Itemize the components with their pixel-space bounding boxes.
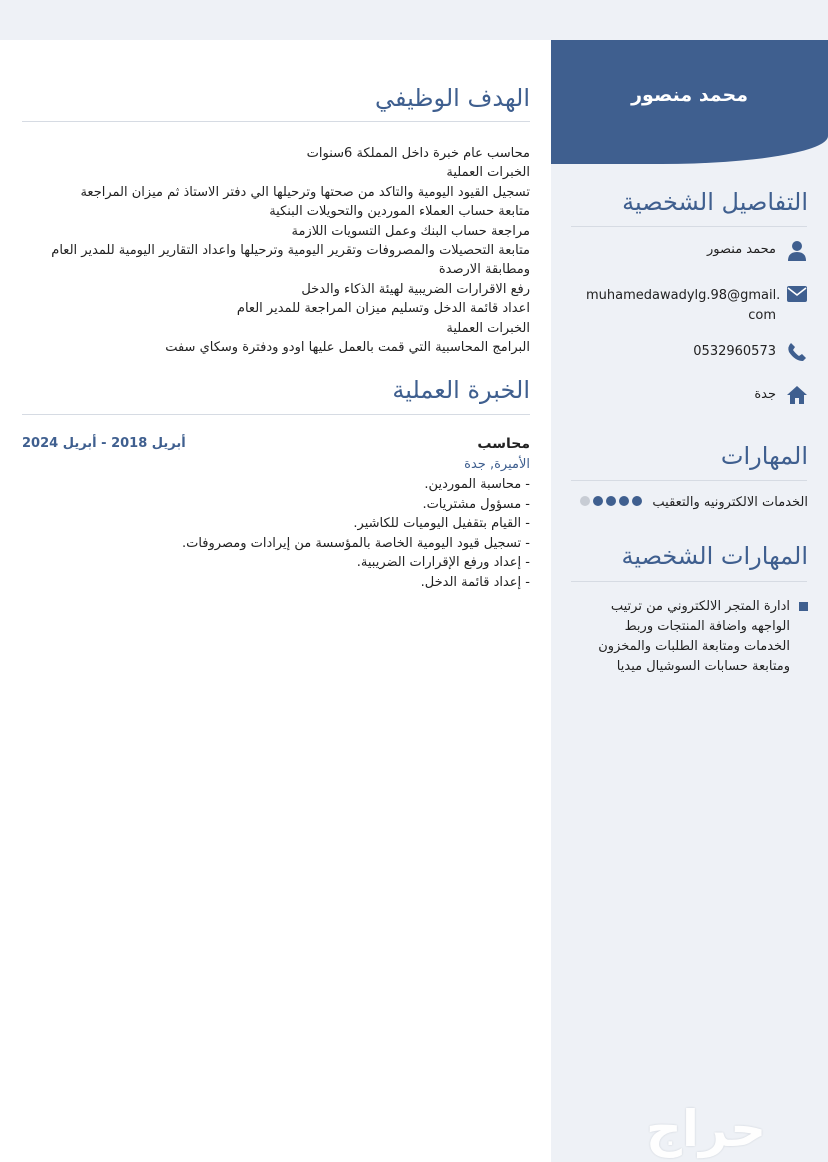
skill-level-rating bbox=[577, 495, 642, 510]
user-icon bbox=[786, 240, 808, 262]
objective-line: متابعة التحصيلات والمصروفات وتقرير اليومية وترحيلها واعداد التقارير اليومية للمدير العام bbox=[51, 243, 530, 259]
detail-email-row[interactable] bbox=[571, 284, 808, 324]
email-line-1: muhamedawadylg.98@gmail. bbox=[586, 288, 781, 303]
objective-text bbox=[22, 144, 530, 357]
personal-details-heading: التفاصيل الشخصية bbox=[622, 188, 808, 216]
objective-line: مراجعة حساب البنك وعمل التسويات اللازمة bbox=[291, 223, 530, 239]
detail-city-text: جدة bbox=[754, 387, 776, 402]
detail-name-text: محمد منصور bbox=[707, 242, 776, 257]
divider bbox=[22, 121, 530, 122]
candidate-name: محمد منصور bbox=[631, 84, 748, 106]
job-title: محاسب bbox=[477, 436, 530, 452]
divider bbox=[22, 414, 530, 415]
objective-line: اعداد قائمة الدخل وتسليم ميزان المراجعة للمدير العام bbox=[236, 301, 530, 317]
objective-line: الخبرات العملية bbox=[446, 165, 530, 181]
phone-icon bbox=[786, 342, 808, 364]
duty-item: - إعداد قائمة الدخل. bbox=[420, 574, 530, 590]
detail-email-text[interactable] bbox=[586, 286, 781, 326]
objective-line: محاسب عام خبرة داخل المملكة 6سنوات bbox=[306, 146, 530, 161]
duty-item: - القيام بتقفيل اليوميات للكاشير. bbox=[353, 516, 530, 531]
duty-item: - إعداد ورفع الإقرارات الضريبية. bbox=[356, 555, 530, 570]
divider bbox=[571, 226, 807, 227]
objective-line: ومطابقة الارصدة bbox=[438, 262, 530, 278]
detail-phone-text[interactable]: 0532960573 bbox=[693, 344, 776, 359]
personal-skill-item bbox=[588, 597, 808, 677]
job-period: أبريل 2018 - أبريل 2024 bbox=[22, 436, 186, 451]
skills-heading: المهارات bbox=[720, 442, 808, 470]
mail-icon bbox=[786, 284, 808, 306]
square-bullet-icon bbox=[799, 602, 808, 611]
objective-heading: الهدف الوظيفي bbox=[374, 84, 530, 112]
objective-line: الخبرات العملية bbox=[446, 320, 530, 336]
email-line-2: com bbox=[748, 308, 776, 323]
objective-line: رفع الاقرارات الضريبية لهيئة الذكاء والدخل bbox=[301, 281, 530, 297]
skill-item bbox=[577, 495, 808, 510]
rating-dot-filled bbox=[619, 496, 629, 506]
detail-name-row bbox=[571, 240, 808, 280]
divider bbox=[571, 581, 807, 582]
objective-line: البرامج المحاسبية التي قمت بالعمل عليها اودو ودفترة وسكاي سفت bbox=[165, 340, 530, 356]
personal-skills-heading: المهارات الشخصية bbox=[621, 542, 808, 570]
objective-line: تسجيل القيود اليومية والتاكد من صحتها وترحيلها الي دفتر الاستاذ ثم ميزان المراجعة bbox=[80, 184, 530, 200]
detail-phone-row[interactable] bbox=[571, 342, 808, 382]
rating-dot-filled bbox=[593, 496, 603, 506]
sidebar bbox=[551, 40, 828, 1162]
watermark-logo: حراج bbox=[645, 1100, 767, 1158]
personal-skill-text: ادارة المتجر الالكتروني من ترتيب الواجهه واضافة المنتجات وربط الخدمات ومتابعة الطلبات والمخزون ومتابعة حسابات السوشيال ميديا bbox=[598, 599, 790, 674]
duty-item: - تسجيل قيود اليومية الخاصة بالمؤسسة من إيرادات ومصروفات. bbox=[181, 535, 530, 551]
rating-dot-filled bbox=[632, 496, 642, 506]
home-icon bbox=[786, 385, 808, 407]
detail-city-row bbox=[571, 385, 808, 425]
rating-dot-filled bbox=[606, 496, 616, 506]
job-company: الأميرة, جدة bbox=[464, 457, 530, 472]
skill-label: الخدمات الالكترونيه والتعقيب bbox=[652, 495, 808, 510]
rating-dot-empty bbox=[580, 496, 590, 506]
objective-line: متابعة حساب العملاء الموردين والتحويلات البنكية bbox=[269, 204, 530, 220]
experience-heading: الخبرة العملية bbox=[392, 376, 530, 404]
job-duties-list bbox=[182, 475, 530, 592]
duty-item: - محاسبة الموردين. bbox=[424, 477, 530, 492]
duty-item: - مسؤول مشتريات. bbox=[422, 496, 530, 512]
divider bbox=[571, 480, 807, 481]
